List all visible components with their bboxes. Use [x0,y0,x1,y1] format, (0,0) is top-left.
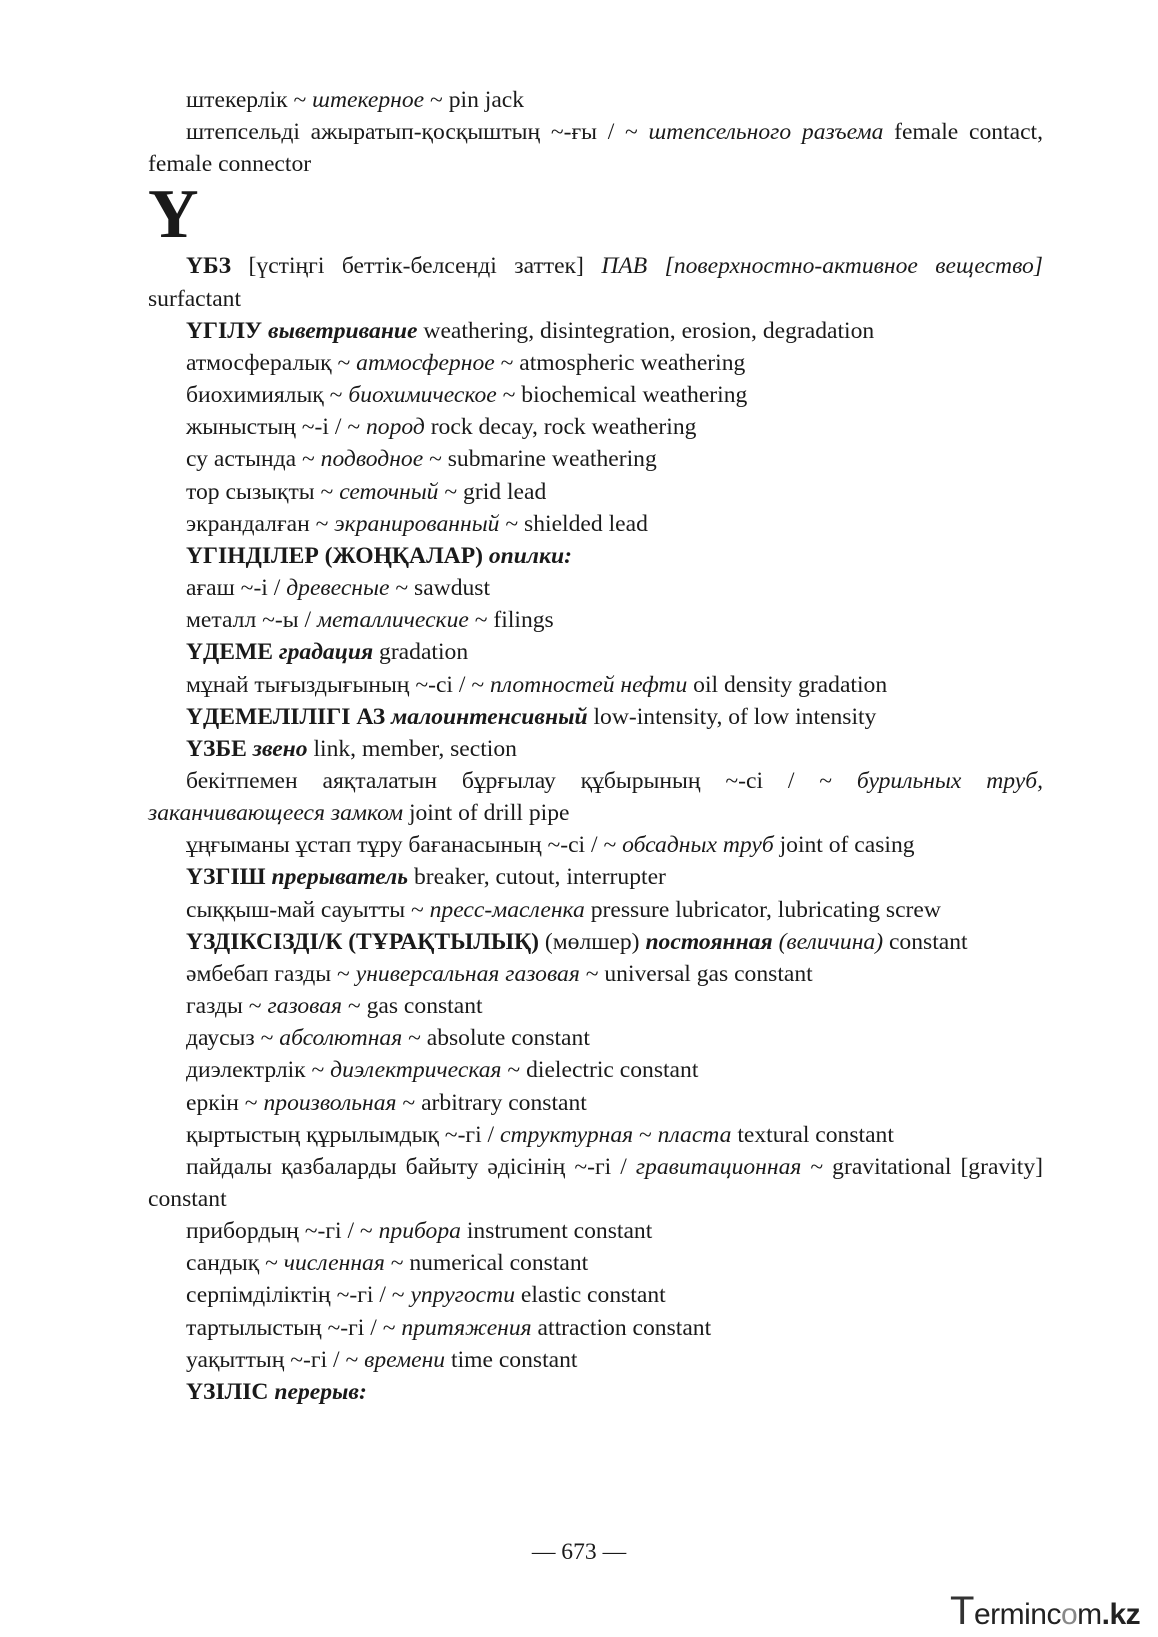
section-letter-heading [148,176,1043,254]
entry-russian-headword: перерыв: [274,1378,367,1405]
entry-text: ~ filings [468,607,554,634]
entry-text: ұңғыманы ұстап тұру бағанасының ~-сі / ~ [186,832,623,859]
entry-text: ~ sawdust [389,575,491,602]
entry-text: ~ shielded lead [499,510,648,537]
entry-russian-term: бурильных труб, заканчивающееся замком [148,767,1043,827]
entry-text: ~ arbitrary constant [396,1089,587,1116]
entry-text: диэлектрлік ~ [186,1057,331,1084]
entry-text: ағаш ~-і / [186,575,287,602]
dictionary-entry [148,1151,1043,1215]
entry-text: low-intensity, of low intensity [587,703,877,730]
entry-russian-term: газовая [267,993,343,1020]
termincom-logo [950,1589,1141,1633]
entry-text: экрандалған ~ [186,510,335,537]
dictionary-entry [148,411,1043,443]
dictionary-entry [148,926,1043,958]
entry-russian-term: биохимическое [348,382,497,409]
entry-headword: ҮДЕМЕ [186,639,274,666]
dictionary-entry [148,1344,1043,1376]
entry-text: gradation [373,639,469,666]
entry-russian-term: универсальная газовая [355,960,580,987]
entry-text: тор сызықты ~ [186,478,340,505]
entry-russian-headword: прерыватель [271,864,409,891]
logo-search-o: o [1060,1598,1078,1631]
dictionary-entry [148,958,1043,990]
entry-russian-term: сеточный [339,478,439,505]
entry-russian-term: численная [283,1250,385,1277]
dictionary-entry [148,1312,1043,1344]
entry-russian-term: абсолютная [279,1025,403,1052]
dictionary-page-content [148,84,1043,1408]
entry-text: прибордың ~-гі / ~ [186,1218,379,1245]
entry-russian-term: штепсельного разъема [648,119,884,146]
entry-text: пайдалы қазбаларды байыту әдісінің ~-гі / [186,1153,636,1180]
entry-russian-headword: выветривание [268,317,418,344]
entry-headword: ҮГІНДІЛЕР (ЖОҢҚАЛАР) [186,542,483,569]
page-number: — 673 — [531,1539,627,1565]
entry-russian-term: экранированный [334,510,500,537]
dictionary-entry [148,636,1043,668]
entry-text: металл ~-ы / [186,607,317,634]
entry-text: oil density gradation [687,671,888,698]
entry-text: instrument constant [460,1218,653,1245]
dictionary-entry [148,604,1043,636]
entry-russian-term: структурная [500,1121,634,1148]
entry-russian-term: прибора [378,1218,461,1245]
dictionary-entry [148,476,1043,508]
entry-headword: ҮЗГІШ [186,864,266,891]
entry-text: қыртыстың құрылымдық ~-гі / [186,1121,501,1148]
entry-text: surfactant [148,285,242,312]
entry-text: ~ universal gas constant [579,960,813,987]
dictionary-entry [148,765,1043,829]
entry-text: әмбебап газды ~ [186,960,356,987]
entry-text: (мөлшер) [538,928,646,955]
entry-text: даусыз ~ [186,1025,280,1052]
dictionary-entry [148,315,1043,347]
entry-text: бекітпемен аяқталатын бұрғылау құбырының ~-сі / ~ [186,767,857,794]
entry-russian-term: пласта [657,1121,732,1148]
entry-russian-term: времени [364,1346,446,1373]
entry-headword: ҮДЕМЕЛІЛІГІ АЗ [186,703,386,730]
entry-russian-term: металлические [316,607,469,634]
entry-text: weathering, disintegration, erosion, degradation [417,317,875,344]
entry-headword: ҮЗІЛІС [186,1378,269,1405]
entry-russian-term: притяжения [401,1314,532,1341]
entry-text: биохимиялық ~ [186,382,349,409]
entry-text: мұнай тығыздығының ~-сі / ~ [186,671,490,698]
entry-text: link, member, section [307,735,517,762]
dictionary-entry [148,572,1043,604]
entry-text: штепсельді ажыратып-қосқыштың ~-ғы / ~ [186,119,649,146]
dictionary-entry [148,250,1043,314]
dictionary-entry [148,379,1043,411]
entry-text: ~ gas constant [342,993,483,1020]
entry-russian-headword: градация [278,639,374,666]
entry-russian-term: пресс-масленка [429,896,585,923]
dictionary-entry [148,508,1043,540]
logo-letter-t: T [950,1589,974,1633]
dictionary-entry [148,1279,1043,1311]
entry-text: joint of drill pipe [403,800,570,827]
entry-text: constant [883,928,968,955]
entry-russian-term: штекерное [312,87,425,113]
dictionary-entry [148,84,1043,116]
entry-russian-term: ПАВ [поверхностно-активное вещество] [601,253,1043,280]
entry-text: еркін ~ [186,1089,264,1116]
entry-text: attraction constant [531,1314,712,1341]
entry-russian-headword: звено [252,735,308,762]
entry-text: ~ absolute constant [402,1025,590,1052]
entry-text: textural constant [731,1121,894,1148]
dictionary-entry [148,701,1043,733]
dictionary-entry [148,1376,1043,1408]
entry-russian-term: упругости [410,1282,515,1309]
dictionary-entry [148,861,1043,893]
entry-russian-term: произвольная [263,1089,397,1116]
entry-russian-headword: малоинтенсивный [391,703,588,730]
entry-russian-term: (величина) [778,928,884,955]
logo-text-2: m [1077,1598,1102,1631]
entry-text: ~ pin jack [424,87,525,113]
entry-text: жыныстың ~-і / ~ [186,414,366,441]
entry-text: [үстіңгі беттік-белсенді заттек] [231,253,602,280]
entry-text: ~ submarine weathering [423,446,657,473]
entry-text: rock decay, rock weathering [424,414,697,441]
entry-text: штекерлік ~ [186,87,313,113]
dictionary-entry [148,443,1043,475]
entry-russian-term: обсадных труб [622,832,774,859]
entry-text: ~ biochemical weathering [496,382,748,409]
entry-text: уақыттың ~-гі / ~ [186,1346,365,1373]
entry-text: сандық ~ [186,1250,284,1277]
entry-text: сыққыш-май сауытты ~ [186,896,430,923]
logo-text-1: erminc [973,1598,1061,1631]
dictionary-entry [148,1247,1043,1279]
entry-text: joint of casing [773,832,915,859]
dictionary-entry [148,990,1043,1022]
dictionary-entry [148,116,1043,180]
entry-headword: ҮЗБЕ [186,735,247,762]
entry-text: breaker, cutout, interrupter [408,864,666,891]
entry-text: ~ [633,1121,658,1148]
dictionary-entry [148,1022,1043,1054]
entry-russian-term: древесные [286,575,390,602]
entry-russian-term: подводное [320,446,424,473]
entry-text: ~ atmospheric weathering [494,349,746,376]
entry-russian-term: атмосферное [356,349,495,376]
entry-russian-headword: постоянная [645,928,773,955]
dictionary-entry [148,347,1043,379]
dictionary-entry [148,829,1043,861]
entry-text: су астында ~ [186,446,321,473]
entry-russian-term: гравитационная [635,1153,802,1180]
dictionary-entry [148,540,1043,572]
entry-russian-term: диэлектрическая [330,1057,502,1084]
entry-russian-headword: опилки: [488,542,572,569]
logo-domain: .kz [1101,1598,1141,1631]
entry-text: time constant [445,1346,578,1373]
entry-headword: ҮБЗ [186,253,232,280]
dictionary-entry [148,669,1043,701]
entry-text: ~ numerical constant [384,1250,589,1277]
entry-text: тартылыстың ~-гі / ~ [186,1314,402,1341]
entry-text: ~ gravitational [gravity] constant [148,1153,1043,1212]
dictionary-entry [148,733,1043,765]
entry-russian-term: пород [365,414,425,441]
entry-text: elastic constant [515,1282,666,1309]
dictionary-entry [148,1054,1043,1086]
entry-headword: ҮГІЛУ [186,317,263,344]
entry-text: Ү [148,176,199,254]
dictionary-entry [148,894,1043,926]
entry-text: атмосфералық ~ [186,349,357,376]
entry-text: ~ grid lead [438,478,547,505]
entry-text: ~ dielectric constant [501,1057,699,1084]
entry-headword: ҮЗДІКСІЗДІ/К (ТҰРАҚТЫЛЫҚ) [186,928,539,955]
dictionary-entry [148,1215,1043,1247]
dictionary-entry [148,1119,1043,1151]
entry-text: pressure lubricator, lubricating screw [584,896,941,923]
entry-text: газды ~ [186,993,268,1020]
entry-text: female contact, female connector [148,119,1044,178]
entry-russian-term: плотностей нефти [490,671,688,698]
dictionary-entry [148,1087,1043,1119]
entry-text: серпімділіктің ~-гі / ~ [186,1282,411,1309]
